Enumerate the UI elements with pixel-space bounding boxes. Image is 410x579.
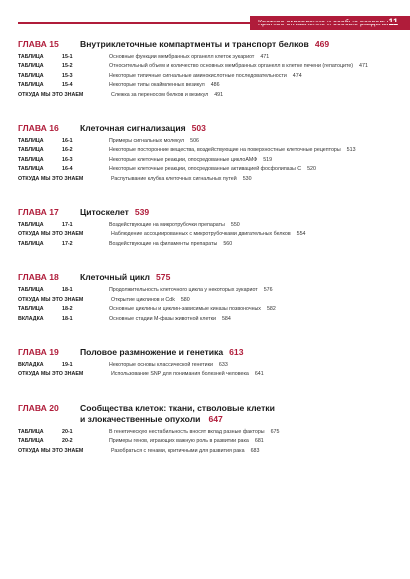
toc-entry[interactable] [18,175,398,184]
entry-text: Использование SNP для понимания болезней человека [111,371,249,378]
toc-entry[interactable] [18,165,398,174]
entry-page: 576 [263,287,273,294]
entry-page: 633 [218,361,228,368]
entry-label: ТАБЛИЦА [18,166,44,173]
entry-label: ТАБЛИЦА [18,438,44,445]
entry-number: 20-1 [62,428,73,435]
chapter-label: ГЛАВА 19 [18,346,59,357]
entry-number: 18-2 [62,306,73,313]
toc-entry[interactable] [18,62,398,71]
entry-text: Основные функции мембранных органелл клеток эукариот [109,54,255,60]
chapter-page: 613 [229,346,244,357]
entry-text: Некоторые посторонние вещества, воздействующие на поверхностные клеточные рецепторы [109,147,341,154]
chapter-heading [18,122,398,134]
toc-entry[interactable] [18,221,398,230]
chapter-title: Сообщества клеток: ткани, стволовые клетки [80,402,275,413]
chapter-page: 503 [191,123,206,134]
entry-page: 580 [180,296,190,303]
entry-number: 19-1 [62,361,73,368]
entry-number: 15-4 [62,82,73,89]
entry-page: 675 [270,428,280,435]
entry-text: Открытие циклинов и Cdk [111,296,175,303]
chapter-title: Половое размножение и генетика [80,346,224,357]
entry-number: 15-3 [62,72,73,79]
toc-entry[interactable] [18,230,398,239]
entry-page: 681 [254,438,264,445]
toc-entry[interactable] [18,447,398,456]
chapter-page: 469 [314,39,330,49]
toc-entry[interactable] [18,305,398,314]
entry-number: 16-2 [62,147,73,154]
toc-entry[interactable] [18,370,398,379]
entry-number: 17-1 [62,222,73,229]
entry-text: Продолжительность клеточного цикла у некоторых эукариот [109,287,258,294]
chapter-heading [18,206,398,218]
chapter-title: Цитоскелет [80,207,129,218]
chapter-section [18,271,398,324]
header-rule [18,22,410,24]
entry-label: ТАБЛИЦА [18,138,44,145]
entry-page: 550 [230,222,240,229]
entry-page: 554 [296,231,306,238]
chapter-section [18,206,398,249]
entry-label: ВКЛАДКА [18,315,44,322]
entry-text: Примеры генов, играющих важную роль в развитии рака [109,438,249,445]
entry-text: Разобраться с генами, критичными для развития рака [111,447,245,454]
entry-text: Воздействующие на филаменты препараты [109,240,218,247]
entry-label: ТАБЛИЦА [18,240,44,247]
entry-page: 582 [266,306,276,313]
chapter-title: Внутриклеточные компартменты и транспорт белков [80,39,309,49]
chapter-label: ГЛАВА 17 [18,207,59,218]
entry-text: Основные циклины и циклин-зависимые киназы позвоночных [109,306,261,313]
entry-label: ТАБЛИЦА [18,156,44,163]
entry-text: Слежка за переносом белков и везикул [111,91,209,98]
toc-entry[interactable] [18,296,398,305]
toc-entry[interactable] [18,81,398,90]
entry-number: 15-2 [62,63,73,70]
entry-label: ТАБЛИЦА [18,72,44,79]
entry-number: 18-1 [62,287,73,294]
entry-text: Относительный объем и количество основных мембранных органелл в клетке печени (гепатоците) [109,63,354,70]
toc-entry[interactable] [18,428,398,437]
chapter-heading [18,402,398,414]
toc-entry[interactable] [18,315,398,324]
entry-text: Наблюдение ассоциированных с микротрубочками двигательных белков [111,231,291,238]
chapter-label: ГЛАВА 18 [18,272,59,283]
entry-text: Распутывание клубка клеточных сигнальных путей [111,175,237,182]
entry-label: ОТКУДА МЫ ЭТО ЗНАЕМ [18,296,84,303]
entry-number: 18-1 [62,315,73,322]
entry-page: 486 [210,82,220,89]
entry-text: В генетическую нестабильность вносят вклад разные факторы [109,428,265,435]
entry-text: Воздействующие на микротрубочки препараты [109,222,225,229]
entry-page: 471 [359,63,368,70]
entry-text: Примеры сигнальных молекул [109,138,185,145]
entry-text: Некоторые типы окаймленных везикул [109,82,205,89]
entry-page: 506 [190,138,199,145]
chapter-section [18,122,398,184]
entry-label: ТАБЛИЦА [18,306,44,313]
chapter-heading [18,271,398,283]
entry-label: ТАБЛИЦА [18,222,44,229]
toc-entry[interactable] [18,156,398,165]
toc-entry[interactable] [18,137,398,146]
entry-page: 474 [292,72,302,79]
entry-number: 17-2 [62,240,73,247]
chapter-section [18,346,398,380]
toc-entry[interactable] [18,437,398,446]
chapter-label: ГЛАВА 16 [18,123,59,134]
entry-page: 584 [221,315,231,322]
chapter-label: ГЛАВА 15 [18,39,59,49]
toc-entry[interactable] [18,53,398,62]
chapter-title: Клеточный цикл [80,272,151,283]
entry-page: 530 [242,175,252,182]
entry-label: ОТКУДА МЫ ЭТО ЗНАЕМ [18,175,84,182]
entry-label: ТАБЛИЦА [18,147,44,154]
entry-number: 15-1 [62,54,73,60]
toc-entry[interactable] [18,72,398,81]
entry-page: 560 [223,240,233,247]
entry-label: ТАБЛИЦА [18,63,44,70]
entry-number: 16-1 [62,138,73,145]
entry-text: Некоторые основы классической генетики [109,361,213,368]
chapter-section [18,38,398,100]
table-of-contents [18,38,398,478]
entry-text: Некоторые типичные сигнальные аминокислотные последовательности [109,72,287,79]
toc-entry[interactable] [18,361,398,370]
entry-label: ТАБЛИЦА [18,428,44,435]
entry-page: 520 [307,166,316,173]
entry-number: 20-2 [62,438,73,445]
toc-entry[interactable] [18,286,398,295]
toc-entry[interactable] [18,240,398,249]
entry-label: ОТКУДА МЫ ЭТО ЗНАЕМ [18,371,84,378]
entry-label: ТАБЛИЦА [18,82,44,89]
entry-label: ВКЛАДКА [18,361,44,368]
chapter-title-continued [18,414,398,425]
entry-page: 513 [346,147,356,154]
entry-label: ТАБЛИЦА [18,54,44,60]
chapter-section [18,402,398,456]
entry-label: ОТКУДА МЫ ЭТО ЗНАЕМ [18,231,84,238]
entry-page: 683 [250,447,260,454]
chapter-page: 647 [208,413,223,424]
entry-text: Некоторые клеточные реакции, опосредованные циклоАМФ [109,156,258,163]
toc-entry[interactable] [18,146,398,155]
chapter-heading [18,38,398,50]
chapter-title-line2: и злокачественные опухоли [80,413,201,424]
entry-page: 471 [260,54,270,60]
entry-page: 641 [254,371,264,378]
chapter-label: ГЛАВА 20 [18,402,59,413]
entry-number: 16-3 [62,156,73,163]
entry-number: 16-4 [62,166,73,173]
chapter-title: Клеточная сигнализация [80,123,186,134]
entry-label: ОТКУДА МЫ ЭТО ЗНАЕМ [18,91,84,98]
entry-page: 491 [214,91,224,98]
entry-label: ТАБЛИЦА [18,287,44,294]
chapter-heading [18,346,398,358]
entry-text: Основные стадии М-фазы животной клетки [109,315,216,322]
entry-label: ОТКУДА МЫ ЭТО ЗНАЕМ [18,447,84,454]
entry-text: Некоторые клеточные реакции, опосредованные активацией фосфолипазы С [109,166,302,173]
chapter-page: 539 [134,207,150,218]
chapter-page: 575 [156,272,171,283]
toc-entry[interactable] [18,91,398,100]
entry-page: 519 [263,156,273,163]
